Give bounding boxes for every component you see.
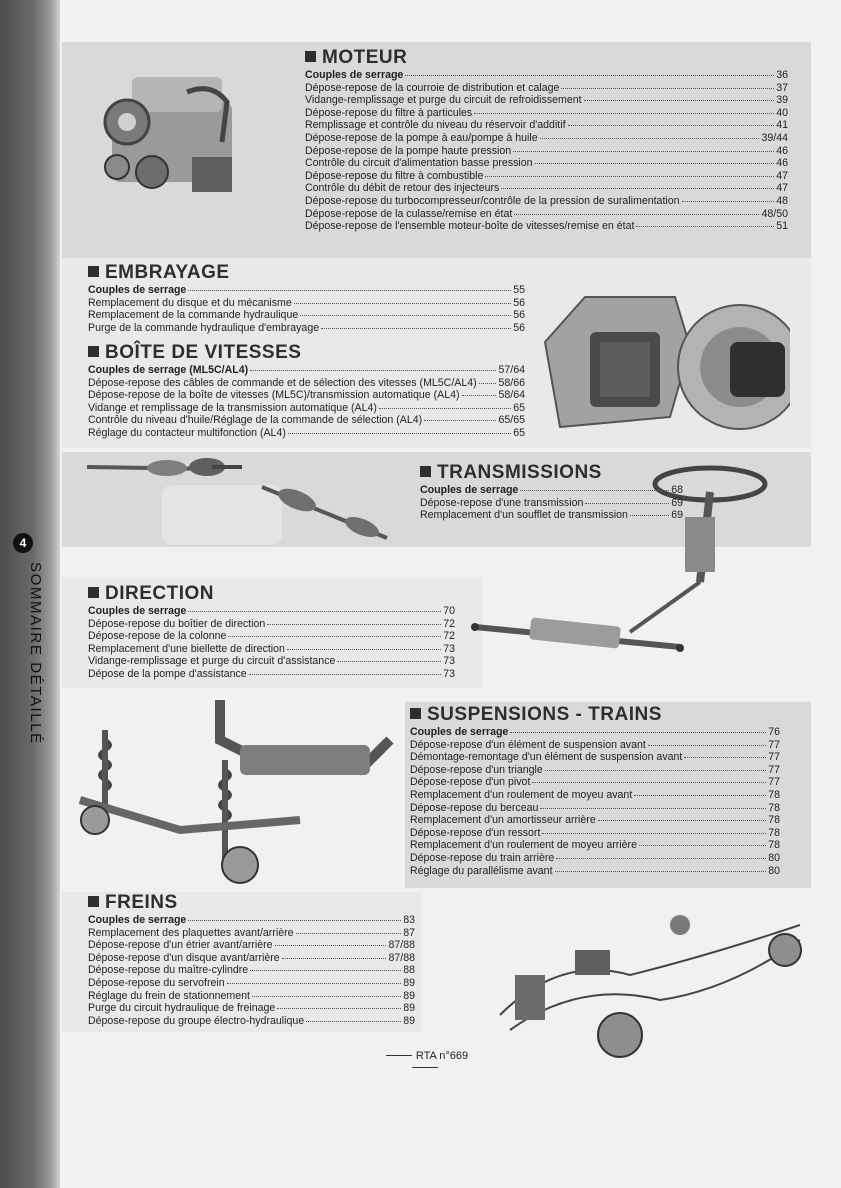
toc-entry-label: Purge de la commande hydraulique d'embrayage — [88, 321, 320, 334]
toc-entry — [88, 427, 525, 440]
section-suspensions — [410, 705, 780, 877]
toc-entry-page: 46 — [776, 144, 788, 157]
toc-entry-label: Dépose-repose du groupe électro-hydraulique — [88, 1014, 305, 1027]
footer — [365, 1050, 485, 1074]
toc-entry-page: 39/44 — [761, 131, 788, 144]
toc-leader-dots — [287, 649, 441, 650]
toc-entry-label: Dépose-repose du turbocompresseur/contrôle de la pression de suralimentation — [305, 194, 680, 207]
toc-leader-dots — [188, 611, 441, 612]
toc-leader-dots — [337, 661, 441, 662]
toc-entry-page: 51 — [776, 220, 788, 233]
toc-entry-page: 73 — [443, 655, 455, 668]
sidebar-strip — [0, 0, 60, 1188]
toc-entry-label: Réglage du contacteur multifonction (AL4) — [88, 426, 286, 439]
footer-rule-left — [386, 1055, 412, 1056]
toc-leader-dots — [249, 674, 442, 675]
toc-list-direction — [88, 605, 455, 681]
toc-entry-page: 89 — [403, 989, 415, 1002]
toc-entry-page: 77 — [768, 738, 780, 751]
brake-circuit-illustration — [480, 905, 810, 1065]
toc-list-boite — [88, 364, 525, 440]
section-freins — [88, 893, 415, 1027]
toc-leader-dots — [288, 433, 511, 434]
toc-entry-page: 65 — [513, 401, 525, 414]
toc-leader-dots — [555, 871, 767, 872]
toc-entry-page: 73 — [443, 667, 455, 680]
toc-leader-dots — [296, 933, 402, 934]
toc-entry — [88, 297, 525, 310]
footer-rule-right — [412, 1067, 438, 1068]
toc-leader-dots — [556, 858, 766, 859]
toc-entry-label: Dépose-repose du berceau — [410, 801, 539, 814]
toc-entry-page: 77 — [768, 751, 780, 764]
toc-leader-dots — [545, 770, 766, 771]
toc-entry-page: 72 — [443, 630, 455, 643]
toc-entry-label: Dépose-repose du servofrein — [88, 976, 225, 989]
toc-entry — [88, 618, 455, 631]
toc-entry — [410, 776, 780, 789]
toc-entry-page: 87 — [403, 926, 415, 939]
toc-entry-page: 36 — [776, 69, 788, 81]
toc-leader-dots — [501, 188, 774, 189]
gearbox-illustration — [535, 272, 790, 442]
toc-leader-dots — [405, 75, 774, 76]
toc-entry — [410, 726, 780, 739]
toc-leader-dots — [250, 970, 401, 971]
toc-leader-dots — [379, 408, 511, 409]
toc-leader-dots — [561, 88, 774, 89]
toc-entry-page: 88 — [403, 964, 415, 977]
toc-leader-dots — [540, 138, 760, 139]
section-direction — [88, 584, 455, 681]
toc-entry-label: Remplacement d'un soufflet de transmission — [420, 509, 628, 522]
section-title-boite: BOÎTE DE VITESSES — [88, 343, 525, 363]
footer-ref: RTA n°669 — [415, 1050, 469, 1062]
section-title-freins: FREINS — [88, 893, 415, 913]
toc-entry-label: Remplacement de la commande hydraulique — [88, 309, 299, 322]
toc-entry-label: Dépose-repose de la boîte de vitesses (ML5C)/transmission automatique (AL4) — [88, 389, 460, 402]
toc-entry — [410, 865, 780, 878]
toc-entry-page: 65 — [513, 426, 525, 439]
toc-entry-label: Remplacement d'un roulement de moyeu arrière — [410, 839, 637, 852]
toc-list-embrayage — [88, 284, 525, 334]
toc-leader-dots — [474, 113, 774, 114]
toc-entry-label: Dépose-repose de la culasse/remise en état — [305, 207, 513, 220]
toc-entry-page: 69 — [671, 509, 683, 522]
toc-entry-label: Couples de serrage (ML5C/AL4) — [88, 364, 249, 376]
engine-illustration — [92, 62, 252, 212]
toc-entry-page: 56 — [513, 296, 525, 309]
toc-entry-label: Dépose-repose d'un disque avant/arrière — [88, 951, 280, 964]
toc-entry — [305, 220, 788, 233]
toc-entry-label: Réglage du parallélisme avant — [410, 864, 553, 877]
toc-entry-label: Vidange-remplissage et purge du circuit de refroidissement — [305, 94, 582, 107]
toc-entry — [410, 827, 780, 840]
toc-entry-label: Vidange-remplissage et purge du circuit d'assistance — [88, 655, 336, 668]
toc-leader-dots — [424, 420, 496, 421]
toc-entry-label: Dépose-repose d'une transmission — [420, 496, 584, 509]
toc-entry — [305, 119, 788, 132]
toc-entry-page: 68 — [671, 484, 683, 496]
section-title-embrayage: EMBRAYAGE — [88, 263, 525, 283]
section-title-transmissions: TRANSMISSIONS — [420, 463, 683, 483]
toc-entry-label: Remplacement d'un roulement de moyeu avant — [410, 788, 633, 801]
toc-entry-page: 80 — [768, 851, 780, 864]
toc-entry-page: 58/66 — [498, 376, 525, 389]
toc-entry — [88, 964, 415, 977]
toc-entry — [305, 170, 788, 183]
toc-entry — [88, 364, 525, 377]
toc-list-moteur — [305, 69, 788, 233]
square-bullet-icon — [88, 587, 99, 598]
section-moteur — [305, 48, 788, 233]
toc-entry — [410, 802, 780, 815]
page-number-badge: 4 — [13, 533, 33, 553]
toc-entry-label: Couples de serrage — [88, 605, 187, 617]
square-bullet-icon — [305, 51, 316, 62]
toc-entry-label: Contrôle du niveau d'huile/Réglage de la commande de sélection (AL4) — [88, 414, 423, 427]
toc-entry-label: Couples de serrage — [410, 726, 509, 738]
toc-entry-page: 58/64 — [498, 389, 525, 402]
toc-leader-dots — [535, 163, 775, 164]
toc-entry-page: 57/64 — [498, 364, 525, 376]
sidebar-label: SOMMAIRE DÉTAILLÉ — [27, 562, 44, 745]
toc-leader-dots — [540, 808, 766, 809]
toc-entry-label: Purge du circuit hydraulique de freinage — [88, 1002, 276, 1015]
driveshaft-illustration — [82, 455, 402, 550]
toc-entry-page: 87/88 — [388, 951, 415, 964]
toc-entry-label: Dépose-repose d'un pivot — [410, 776, 531, 789]
suspension-illustration — [70, 690, 410, 890]
toc-entry-page: 65/65 — [498, 414, 525, 427]
toc-entry-page: 47 — [776, 169, 788, 182]
toc-entry — [410, 764, 780, 777]
toc-leader-dots — [639, 845, 766, 846]
toc-entry — [410, 789, 780, 802]
toc-entry-label: Contrôle du débit de retour des injecteurs — [305, 182, 500, 195]
toc-entry-page: 83 — [403, 914, 415, 926]
section-boite — [88, 343, 525, 440]
toc-entry-page: 78 — [768, 814, 780, 827]
toc-entry — [88, 643, 455, 656]
toc-entry-label: Dépose-repose de l'ensemble moteur-boîte de vitesses/remise en état — [305, 220, 635, 233]
toc-entry — [305, 82, 788, 95]
toc-leader-dots — [520, 490, 669, 491]
toc-leader-dots — [228, 636, 441, 637]
toc-entry — [420, 484, 683, 497]
toc-leader-dots — [294, 303, 511, 304]
toc-entry — [88, 309, 525, 322]
toc-entry-page: 47 — [776, 182, 788, 195]
toc-entry-label: Dépose-repose de la pompe haute pression — [305, 144, 512, 157]
toc-leader-dots — [188, 920, 401, 921]
toc-leader-dots — [585, 503, 669, 504]
toc-entry — [410, 852, 780, 865]
toc-entry-page: 78 — [768, 839, 780, 852]
toc-entry — [305, 145, 788, 158]
toc-entry-label: Contrôle du circuit d'alimentation basse pression — [305, 157, 533, 170]
square-bullet-icon — [88, 266, 99, 277]
toc-entry — [88, 927, 415, 940]
toc-entry-label: Dépose-repose de la courroie de distribution et calage — [305, 81, 560, 94]
toc-leader-dots — [513, 151, 774, 152]
toc-entry-label: Réglage du frein de stationnement — [88, 989, 250, 1002]
toc-entry-label: Dépose-repose d'un ressort — [410, 826, 541, 839]
toc-entry — [88, 414, 525, 427]
square-bullet-icon — [88, 346, 99, 357]
toc-entry-page: 55 — [513, 284, 525, 296]
toc-entry-label: Couples de serrage — [88, 914, 187, 926]
toc-entry-page: 78 — [768, 788, 780, 801]
toc-list-suspensions — [410, 726, 780, 877]
toc-leader-dots — [227, 983, 402, 984]
toc-entry-page: 56 — [513, 309, 525, 322]
toc-entry — [410, 751, 780, 764]
toc-entry-label: Dépose-repose du train arrière — [410, 851, 555, 864]
toc-entry-page: 48 — [776, 194, 788, 207]
toc-entry — [88, 977, 415, 990]
toc-entry-label: Dépose-repose de la pompe à eau/pompe à huile — [305, 131, 538, 144]
toc-leader-dots — [634, 795, 766, 796]
toc-entry-label: Dépose-repose du boîtier de direction — [88, 617, 266, 630]
toc-entry-page: 80 — [768, 864, 780, 877]
toc-entry-label: Dépose-repose d'un triangle — [410, 763, 543, 776]
toc-entry-page: 78 — [768, 801, 780, 814]
section-title-direction: DIRECTION — [88, 584, 455, 604]
toc-leader-dots — [684, 757, 766, 758]
toc-entry — [88, 605, 455, 618]
toc-entry — [88, 1002, 415, 1015]
toc-leader-dots — [584, 100, 775, 101]
toc-entry-page: 41 — [776, 119, 788, 132]
toc-entry — [305, 195, 788, 208]
toc-entry — [88, 990, 415, 1003]
toc-leader-dots — [479, 383, 497, 384]
toc-entry-page: 76 — [768, 726, 780, 738]
toc-entry-page: 89 — [403, 1002, 415, 1015]
toc-leader-dots — [485, 176, 774, 177]
toc-entry — [305, 69, 788, 82]
toc-entry-label: Dépose-repose du filtre à particules — [305, 106, 473, 119]
toc-entry-page: 78 — [768, 826, 780, 839]
toc-entry-page: 77 — [768, 763, 780, 776]
toc-entry — [88, 655, 455, 668]
toc-entry — [305, 94, 788, 107]
toc-entry — [88, 952, 415, 965]
toc-entry — [88, 939, 415, 952]
toc-entry-page: 40 — [776, 106, 788, 119]
toc-entry-label: Dépose de la pompe d'assistance — [88, 667, 247, 680]
toc-leader-dots — [462, 395, 497, 396]
toc-entry-page: 89 — [403, 976, 415, 989]
toc-entry — [305, 182, 788, 195]
toc-leader-dots — [306, 1021, 401, 1022]
toc-entry-label: Remplacement d'une biellette de direction — [88, 642, 285, 655]
toc-leader-dots — [568, 125, 775, 126]
toc-entry-label: Remplacement du disque et du mécanisme — [88, 296, 292, 309]
toc-list-freins — [88, 914, 415, 1027]
toc-leader-dots — [321, 328, 511, 329]
toc-entry-page: 70 — [443, 605, 455, 617]
toc-entry-page: 87/88 — [388, 939, 415, 952]
toc-entry-label: Remplacement d'un amortisseur arrière — [410, 814, 596, 827]
toc-leader-dots — [636, 226, 774, 227]
toc-entry — [305, 208, 788, 221]
toc-leader-dots — [252, 996, 401, 997]
toc-entry-page: 39 — [776, 94, 788, 107]
toc-entry-page: 37 — [776, 81, 788, 94]
toc-leader-dots — [510, 732, 766, 733]
toc-entry-label: Dépose-repose du filtre à combustible — [305, 169, 484, 182]
toc-entry-page: 69 — [671, 496, 683, 509]
toc-leader-dots — [682, 201, 775, 202]
toc-leader-dots — [300, 315, 511, 316]
toc-entry — [88, 377, 525, 390]
toc-entry-page: 77 — [768, 776, 780, 789]
toc-entry — [88, 914, 415, 927]
toc-entry — [305, 107, 788, 120]
toc-entry — [410, 814, 780, 827]
section-title-suspensions: SUSPENSIONS - TRAINS — [410, 705, 780, 725]
toc-entry — [88, 284, 525, 297]
toc-entry — [420, 509, 683, 522]
toc-entry-page: 72 — [443, 617, 455, 630]
toc-entry — [88, 322, 525, 335]
square-bullet-icon — [420, 466, 431, 477]
toc-leader-dots — [532, 782, 766, 783]
toc-entry — [410, 739, 780, 752]
toc-entry-label: Couples de serrage — [420, 484, 519, 496]
toc-leader-dots — [542, 833, 766, 834]
toc-list-transmissions — [420, 484, 683, 522]
toc-entry — [88, 389, 525, 402]
toc-leader-dots — [282, 958, 387, 959]
toc-leader-dots — [267, 624, 441, 625]
toc-leader-dots — [514, 214, 759, 215]
toc-entry-page: 56 — [513, 321, 525, 334]
toc-entry-label: Dépose-repose des câbles de commande et de sélection des vitesses (ML5C/AL4) — [88, 376, 477, 389]
toc-leader-dots — [188, 290, 511, 291]
toc-leader-dots — [250, 370, 496, 371]
toc-leader-dots — [277, 1008, 401, 1009]
toc-entry-page: 73 — [443, 642, 455, 655]
toc-entry — [305, 157, 788, 170]
toc-entry — [88, 630, 455, 643]
toc-entry — [88, 668, 455, 681]
section-transmissions — [420, 463, 683, 522]
toc-entry-label: Dépose-repose du maître-cylindre — [88, 964, 249, 977]
toc-leader-dots — [648, 745, 766, 746]
toc-entry-label: Couples de serrage — [88, 284, 187, 296]
toc-entry-page: 89 — [403, 1014, 415, 1027]
toc-entry-label: Dépose-repose de la colonne — [88, 630, 227, 643]
section-title-moteur: MOTEUR — [305, 48, 788, 68]
toc-entry-label: Dépose-repose d'un étrier avant/arrière — [88, 939, 273, 952]
toc-entry-label: Couples de serrage — [305, 69, 404, 81]
toc-entry-label: Dépose-repose d'un élément de suspension avant — [410, 738, 646, 751]
toc-entry-label: Remplacement des plaquettes avant/arrière — [88, 926, 294, 939]
toc-leader-dots — [630, 515, 669, 516]
toc-entry-page: 48/50 — [761, 207, 788, 220]
toc-leader-dots — [598, 820, 766, 821]
toc-entry — [305, 132, 788, 145]
toc-entry — [88, 402, 525, 415]
toc-entry — [88, 1015, 415, 1028]
square-bullet-icon — [88, 896, 99, 907]
toc-entry-label: Démontage-remontage d'un élément de suspension avant — [410, 751, 683, 764]
toc-entry-label: Vidange et remplissage de la transmission automatique (AL4) — [88, 401, 377, 414]
toc-leader-dots — [275, 945, 387, 946]
square-bullet-icon — [410, 708, 421, 719]
toc-entry-label: Remplissage et contrôle du niveau du réservoir d'additif — [305, 119, 566, 132]
toc-entry — [410, 839, 780, 852]
toc-entry — [420, 497, 683, 510]
section-embrayage — [88, 263, 525, 334]
toc-entry-page: 46 — [776, 157, 788, 170]
